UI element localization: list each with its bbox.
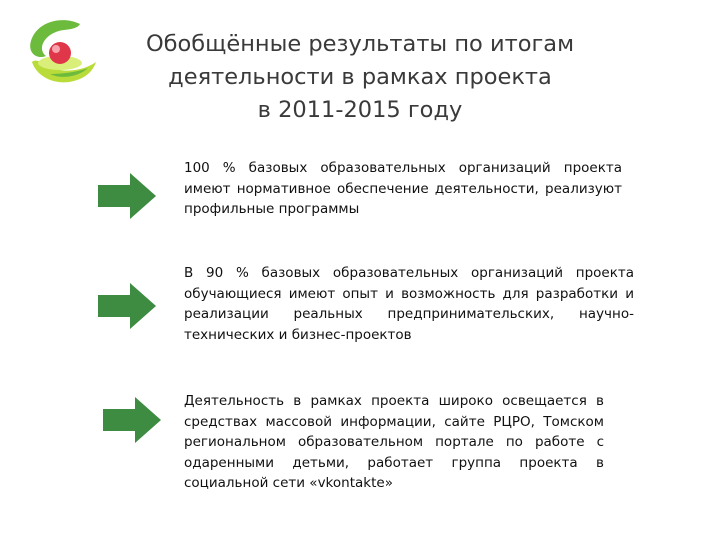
arrow-right-icon: [103, 397, 161, 443]
arrow-right-icon: [98, 283, 156, 329]
slide-title: [120, 28, 600, 127]
logo-icon: [22, 14, 100, 92]
title-line-3: в 2011-2015 году: [257, 97, 463, 123]
title-line-1: Обобщённые результаты по итогам: [145, 31, 575, 57]
result-item-3: Деятельность в рамках проекта широко освещается в средствах массовой информации, сайте РЦРО, Томском региональном образовательном портале по работе с одаренными детьми, работает группа проекта в социальной сети «vkontakte»: [184, 393, 604, 491]
title-line-2: деятельности в рамках проекта: [168, 64, 552, 90]
result-item-2: В 90 % базовых образовательных организаций проекта обучающиеся имеют опыт и возможность для разработки и реализации реальных предпринимательских, научно-технических и бизнес-проектов: [184, 265, 634, 343]
result-item-1: 100 % базовых образовательных организаций проекта имеют нормативное обеспечение деятельности, реализуют профильные программы: [184, 160, 622, 217]
arrow-right-icon: [98, 173, 156, 219]
